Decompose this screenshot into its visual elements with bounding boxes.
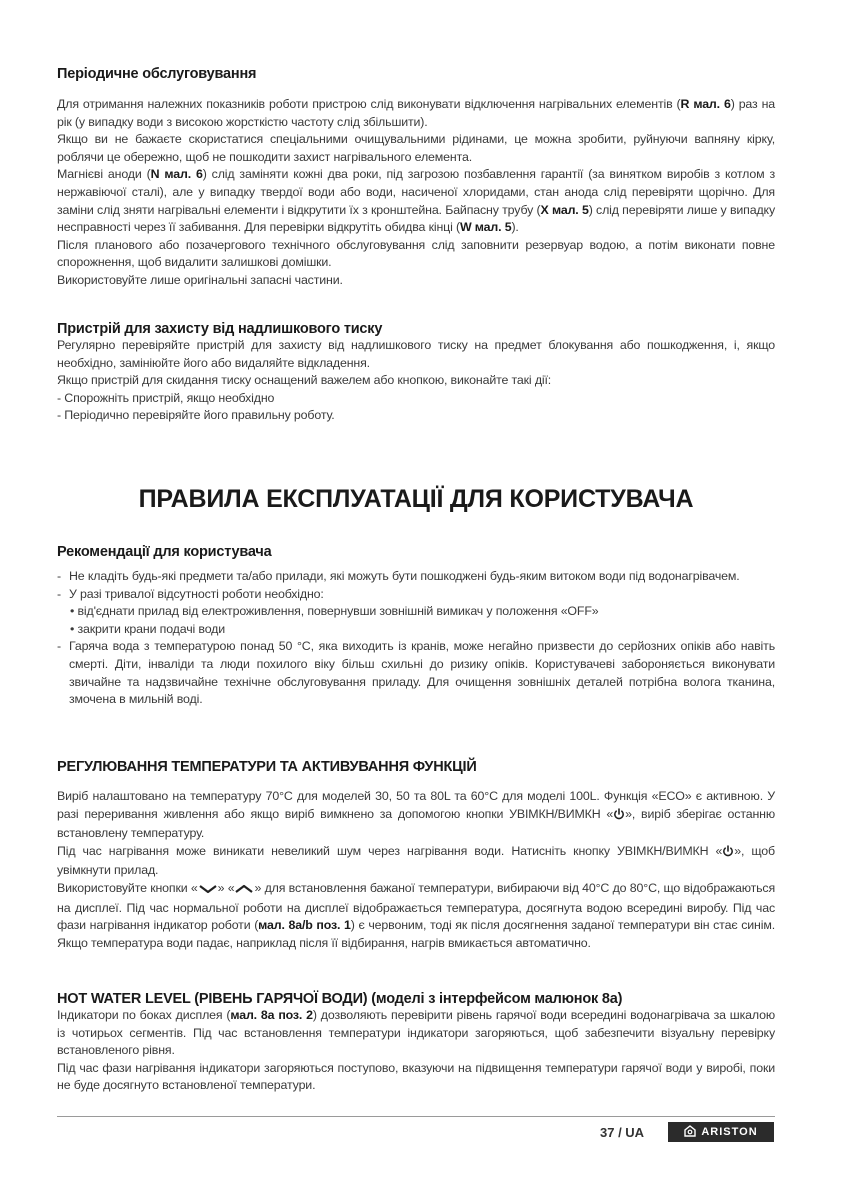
recommendations-heading: Рекомендації для користувача bbox=[57, 544, 272, 560]
temperature-heading: РЕГУЛЮВАННЯ ТЕМПЕРАТУРИ ТА АКТИВУВАННЯ ФУНКЦІЙ bbox=[57, 759, 477, 775]
pressure-paragraph-2: Якщо пристрій для скидання тиску оснащений важелем або кнопкою, виконайте такі дії: bbox=[57, 373, 552, 388]
list-item: - Гаряча вода з температурою понад 50 °C, яка виходить із кранів, може негайно призвести до серйозних опіків або навіть смерті. Діти, інваліди та люди похилого віку більш схильні до ризику опіків. Користувачеві забороняється виконувати звичайне та надзвичайне технічне обслуговування приладу. Для очищення зовнішніх деталей потрібна волога тканина, змочена в мильній воді. bbox=[57, 639, 775, 707]
chevron-up-icon bbox=[234, 882, 254, 900]
maintenance-paragraph-1: Для отримання належних показників роботи пристрою слід виконувати відключення нагрівальних елементів (R мал. 6) раз на рік (у випадку води з високою жорсткістю частоту слід збільшити). bbox=[57, 97, 776, 129]
list-item: - У разі тривалої відсутності роботи необхідно: bbox=[57, 586, 775, 604]
list-dash: - bbox=[57, 639, 61, 654]
chevron-down-icon bbox=[198, 882, 218, 900]
main-title: ПРАВИЛА ЕКСПЛУАТАЦІЇ ДЛЯ КОРИСТУВАЧА bbox=[138, 485, 694, 513]
recommendations-list bbox=[57, 568, 775, 603]
hot-water-heading: HOT WATER LEVEL (РІВЕНЬ ГАРЯЧОЇ ВОДИ) (моделі з інтерфейсом малюнок 8a) bbox=[57, 991, 623, 1007]
section-hot-water-level bbox=[57, 991, 775, 1095]
maintenance-paragraph-5: Використовуйте лише оригінальні запасні частини. bbox=[57, 272, 343, 287]
recommendations-list-cont bbox=[57, 638, 775, 708]
section-temperature bbox=[57, 759, 775, 952]
ariston-logo bbox=[668, 1122, 774, 1142]
temperature-paragraph-3: Використовуйте кнопки « » « » для встановлення бажаної температури, вибираючи від 40°C до 80°C, що відображаються на дисплеї. Під час нормальної роботи на дисплеї відображається температура, досягнута водою всередині виробу. Під час фази нагрівання індикатор роботи (мал. 8a/b поз. 1) є червоним, тоді як після досягнення заданої температури він стає синім. Якщо температура води падає, наприклад після її відбирання, нагрів вмикається автоматично. bbox=[57, 880, 776, 950]
brand-name: ARISTON bbox=[701, 1126, 758, 1138]
footer-divider bbox=[57, 1116, 775, 1117]
maintenance-paragraph-2: Якщо ви не бажаєте скористатися спеціальними очищувальними рідинами, це можна зробити, руйнуючи вапняну кірку, роблячи це обережно, щоб не пошкодити захист нагрівального елемента. bbox=[57, 132, 775, 164]
page-number: 37 / UA bbox=[600, 1125, 645, 1140]
pressure-paragraph-3: - Спорожніть пристрій, якщо необхідно bbox=[57, 390, 275, 405]
pressure-paragraph-1: Регулярно перевіряйте пристрій для захисту від надлишкового тиску на предмет блокування або пошкодження, і, якщо необхідно, замініюйте його або видаляйте відкладення. bbox=[57, 338, 775, 370]
section-maintenance bbox=[57, 66, 775, 290]
maintenance-paragraph-4: Після планового або позачергового технічного обслуговування слід заповнити резервуар водою, а потім виконати повне спорожнення, щоб видалити залишкові домішки. bbox=[57, 237, 775, 270]
power-icon bbox=[613, 808, 625, 826]
section-pressure-device bbox=[57, 321, 775, 425]
maintenance-heading: Періодичне обслуговування bbox=[57, 66, 257, 82]
main-title-block bbox=[57, 485, 775, 514]
list-dash: - bbox=[57, 569, 61, 583]
temperature-paragraph-1: Виріб налаштовано на температуру 70°C для моделей 30, 50 та 80L та 60°C для моделі 100L. Функція «ECO» є активною. У разі переривання живлення або якщо виріб вимкнено за допомогою кнопки УВІМКН/ВИМКН « », виріб зберігає останню встановлену температуру. bbox=[57, 789, 775, 841]
sub-item: • від'єднати прилад від електроживлення, повернувши зовнішній вимикач у положення «OFF» bbox=[70, 604, 599, 619]
temperature-paragraph-2: Під час нагрівання може виникати невеликий шум через нагрівання води. Натисніть кнопку УВІМКН/ВИМКН « », щоб увімкнути прилад. bbox=[57, 843, 775, 878]
list-item: - Не кладіть будь-які предмети та/або прилади, які можуть бути пошкоджені будь-яким витоком води під водонагрівачем. bbox=[57, 568, 775, 586]
hot-water-paragraph-1: Індикатори по боках дисплея (мал. 8a поз. 2) дозволяють перевірити рівень гарячої води всередині водонагрівача за шкалою із чотирьох сегментів. Під час встановлення температури індикатори загоряються, щоб забезпечити візуальну перевірку встановленого рівня. bbox=[57, 1008, 775, 1058]
list-dash: - bbox=[57, 586, 61, 601]
section-recommendations bbox=[57, 544, 775, 709]
power-icon bbox=[722, 845, 734, 863]
ariston-logo-icon bbox=[684, 1125, 696, 1140]
maintenance-paragraph-3: Магнієві аноди (N мал. 6) слід заміняти кожні два роки, під загрозою позбавлення гарантії (за винятком виробів з котлом з нержавіючої сталі), але у випадку твердої води або води, насиченої хлоридами, стан анода слід перевіряти щорічно. Для заміни слід зняти нагрівальні елементи і відкрутити їх з кронштейна. Байпасну трубу (X мал. 5) слід перевіряти лише у випадку несправності через її забивання. Для перевірки відкрутіть обидва кінці (W мал. 5). bbox=[57, 167, 775, 235]
pressure-paragraph-4: - Періодично перевіряйте його правильну роботу. bbox=[57, 408, 335, 423]
sub-item: • закрити крани подачі води bbox=[70, 621, 226, 636]
hot-water-paragraph-2: Під час фази нагрівання індикатори загоряються поступово, вказуючи на підвищення температури гарячої води у виробі, поки не буде досягнуто встановленої температури. bbox=[57, 1060, 775, 1093]
pressure-heading: Пристрій для захисту від надлишкового тиску bbox=[57, 321, 383, 337]
